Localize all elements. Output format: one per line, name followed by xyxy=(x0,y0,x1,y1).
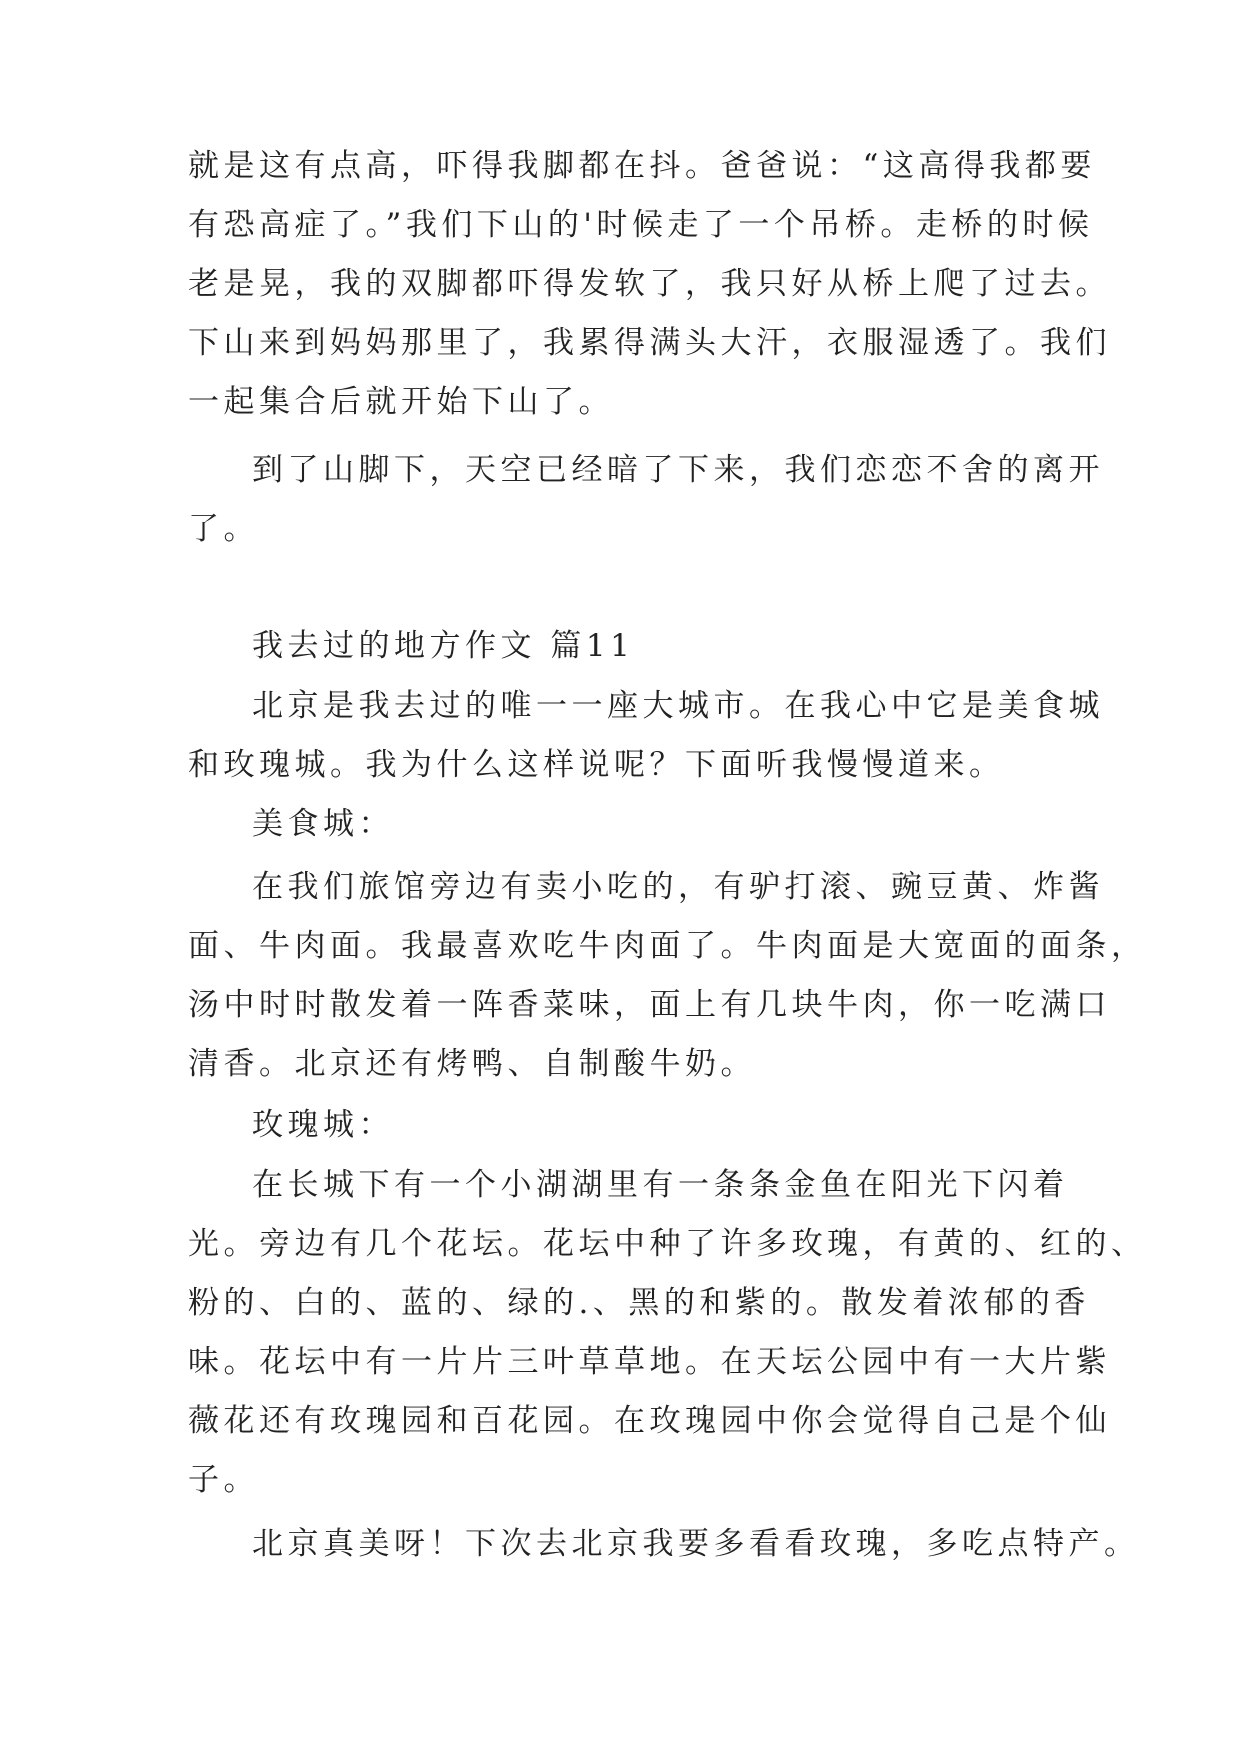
text-line: 味。花坛中有一片片三叶草草地。在天坛公园中有一大片紫 xyxy=(188,1344,1111,1380)
text-line: 有恐高症了。”我们下山的'时候走了一个吊桥。走桥的时候 xyxy=(188,207,1094,243)
rose-heading xyxy=(188,1096,1088,1155)
paragraph-continued xyxy=(188,137,1111,432)
text-line: 在我们旅馆旁边有卖小吃的，有驴打滚、豌豆黄、炸酱 xyxy=(252,869,1104,905)
heading-text: 美食城： xyxy=(252,806,394,842)
text-line: 一起集合后就开始下山了。 xyxy=(188,384,614,420)
text-line: 清香。北京还有烤鸭、自制酸牛奶。 xyxy=(188,1046,756,1082)
text-line: 在长城下有一个小湖湖里有一条条金鱼在阳光下闪着 xyxy=(252,1167,1069,1203)
text-line: 到了山脚下，天空已经暗了下来，我们恋恋不舍的离开 xyxy=(252,452,1104,488)
food-heading xyxy=(188,795,1088,854)
text-line: 北京真美呀！下次去北京我要多看看玫瑰，多吃点特产。 xyxy=(252,1526,1140,1562)
rose-paragraph xyxy=(188,1156,1147,1510)
section-title-text: 我去过的地方作文 篇11 xyxy=(252,628,635,664)
closing-paragraph xyxy=(188,1515,1140,1574)
food-paragraph xyxy=(188,858,1147,1094)
text-line: 了。 xyxy=(188,511,259,547)
text-line: 粉的、白的、蓝的、绿的.、黑的和紫的。散发着浓郁的香 xyxy=(188,1285,1090,1321)
section-title xyxy=(188,617,1088,676)
text-line: 薇花还有玫瑰园和百花园。在玫瑰园中你会觉得自己是个仙 xyxy=(188,1403,1111,1439)
text-line: 汤中时时散发着一阵香菜味，面上有几块牛肉，你一吃满口 xyxy=(188,987,1111,1023)
text-line: 和玫瑰城。我为什么这样说呢？下面听我慢慢道来。 xyxy=(188,747,1005,783)
text-line: 北京是我去过的唯一一座大城市。在我心中它是美食城 xyxy=(252,688,1104,724)
text-line: 下山来到妈妈那里了，我累得满头大汗，衣服湿透了。我们 xyxy=(188,325,1111,361)
text-line: 面、牛肉面。我最喜欢吃牛肉面了。牛肉面是大宽面的面条， xyxy=(188,928,1147,964)
heading-text: 玫瑰城： xyxy=(252,1107,394,1143)
text-line: 子。 xyxy=(188,1462,259,1498)
text-line: 就是这有点高，吓得我脚都在抖。爸爸说：“这高得我都要 xyxy=(188,148,1096,184)
paragraph-ending xyxy=(188,441,1104,559)
text-line: 光。旁边有几个花坛。花坛中种了许多玫瑰，有黄的、红的、 xyxy=(188,1226,1147,1262)
intro-paragraph xyxy=(188,677,1104,795)
text-line: 老是晃，我的双脚都吓得发软了，我只好从桥上爬了过去。 xyxy=(188,266,1111,302)
